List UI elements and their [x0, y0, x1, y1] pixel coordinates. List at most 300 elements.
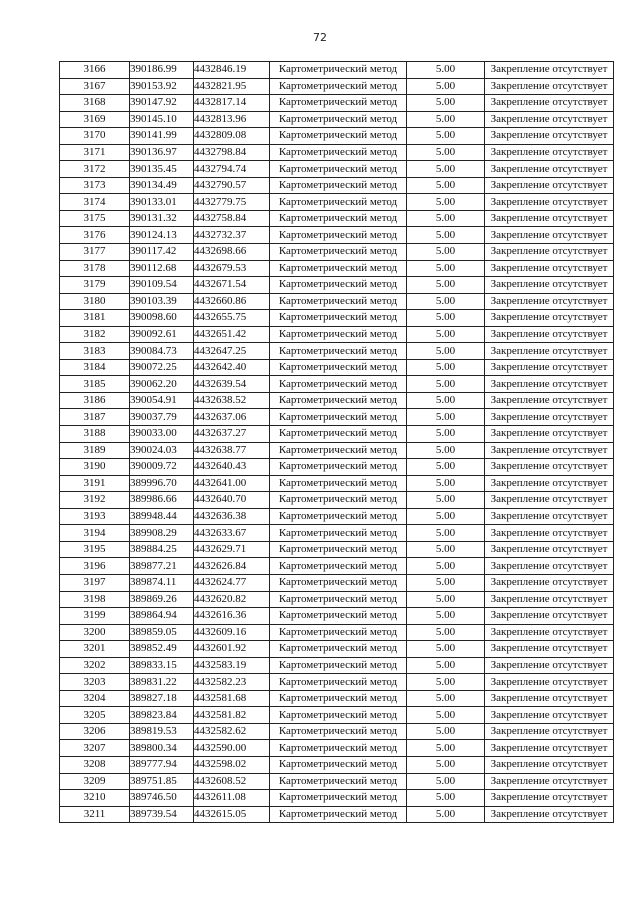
- method-cell: Картометрический метод: [270, 508, 407, 525]
- method-cell: Картометрический метод: [270, 62, 407, 79]
- y-coordinate-cell: 4432817.14: [194, 95, 270, 112]
- accuracy-cell: 5.00: [407, 277, 485, 294]
- method-cell: Картометрический метод: [270, 707, 407, 724]
- x-coordinate-cell: 389739.54: [130, 806, 194, 823]
- y-coordinate-cell: 4432655.75: [194, 310, 270, 327]
- accuracy-cell: 5.00: [407, 359, 485, 376]
- fixation-cell: Закрепление отсутствует: [485, 144, 614, 161]
- accuracy-cell: 5.00: [407, 475, 485, 492]
- accuracy-cell: 5.00: [407, 492, 485, 509]
- method-cell: Картометрический метод: [270, 359, 407, 376]
- accuracy-cell: 5.00: [407, 161, 485, 178]
- accuracy-cell: 5.00: [407, 409, 485, 426]
- method-cell: Картометрический метод: [270, 78, 407, 95]
- point-number-cell: 3190: [60, 459, 130, 476]
- table-row: [60, 227, 614, 244]
- x-coordinate-cell: 389819.53: [130, 723, 194, 740]
- x-coordinate-cell: 390124.13: [130, 227, 194, 244]
- method-cell: Картометрический метод: [270, 723, 407, 740]
- fixation-cell: Закрепление отсутствует: [485, 194, 614, 211]
- y-coordinate-cell: 4432732.37: [194, 227, 270, 244]
- accuracy-cell: 5.00: [407, 144, 485, 161]
- fixation-cell: Закрепление отсутствует: [485, 409, 614, 426]
- fixation-cell: Закрепление отсутствует: [485, 674, 614, 691]
- point-number-cell: 3173: [60, 177, 130, 194]
- y-coordinate-cell: 4432620.82: [194, 591, 270, 608]
- table-row: [60, 525, 614, 542]
- point-number-cell: 3201: [60, 641, 130, 658]
- point-number-cell: 3189: [60, 442, 130, 459]
- table-row: [60, 343, 614, 360]
- y-coordinate-cell: 4432651.42: [194, 326, 270, 343]
- accuracy-cell: 5.00: [407, 442, 485, 459]
- fixation-cell: Закрепление отсутствует: [485, 723, 614, 740]
- accuracy-cell: 5.00: [407, 227, 485, 244]
- accuracy-cell: 5.00: [407, 756, 485, 773]
- y-coordinate-cell: 4432601.92: [194, 641, 270, 658]
- accuracy-cell: 5.00: [407, 624, 485, 641]
- y-coordinate-cell: 4432647.25: [194, 343, 270, 360]
- y-coordinate-cell: 4432641.00: [194, 475, 270, 492]
- fixation-cell: Закрепление отсутствует: [485, 62, 614, 79]
- accuracy-cell: 5.00: [407, 707, 485, 724]
- table-row: [60, 723, 614, 740]
- y-coordinate-cell: 4432698.66: [194, 244, 270, 261]
- method-cell: Картометрический метод: [270, 310, 407, 327]
- y-coordinate-cell: 4432636.38: [194, 508, 270, 525]
- point-number-cell: 3209: [60, 773, 130, 790]
- fixation-cell: Закрепление отсутствует: [485, 78, 614, 95]
- method-cell: Картометрический метод: [270, 492, 407, 509]
- fixation-cell: Закрепление отсутствует: [485, 227, 614, 244]
- point-number-cell: 3211: [60, 806, 130, 823]
- table-row: [60, 558, 614, 575]
- table-row: [60, 641, 614, 658]
- y-coordinate-cell: 4432626.84: [194, 558, 270, 575]
- table-row: [60, 442, 614, 459]
- fixation-cell: Закрепление отсутствует: [485, 310, 614, 327]
- table-row: [60, 624, 614, 641]
- point-number-cell: 3205: [60, 707, 130, 724]
- table-row: [60, 210, 614, 227]
- method-cell: Картометрический метод: [270, 227, 407, 244]
- point-number-cell: 3166: [60, 62, 130, 79]
- table-row: [60, 608, 614, 625]
- x-coordinate-cell: 389877.21: [130, 558, 194, 575]
- x-coordinate-cell: 390103.39: [130, 293, 194, 310]
- table-row: [60, 244, 614, 261]
- point-number-cell: 3186: [60, 392, 130, 409]
- method-cell: Картометрический метод: [270, 459, 407, 476]
- y-coordinate-cell: 4432615.05: [194, 806, 270, 823]
- point-number-cell: 3210: [60, 790, 130, 807]
- page-number: 72: [313, 31, 327, 44]
- x-coordinate-cell: 390009.72: [130, 459, 194, 476]
- accuracy-cell: 5.00: [407, 459, 485, 476]
- x-coordinate-cell: 389833.15: [130, 657, 194, 674]
- method-cell: Картометрический метод: [270, 111, 407, 128]
- method-cell: Картометрический метод: [270, 756, 407, 773]
- accuracy-cell: 5.00: [407, 674, 485, 691]
- y-coordinate-cell: 4432671.54: [194, 277, 270, 294]
- method-cell: Картометрический метод: [270, 690, 407, 707]
- method-cell: Картометрический метод: [270, 574, 407, 591]
- accuracy-cell: 5.00: [407, 591, 485, 608]
- x-coordinate-cell: 390133.01: [130, 194, 194, 211]
- fixation-cell: Закрепление отсутствует: [485, 111, 614, 128]
- point-number-cell: 3183: [60, 343, 130, 360]
- method-cell: Картометрический метод: [270, 541, 407, 558]
- fixation-cell: Закрепление отсутствует: [485, 525, 614, 542]
- x-coordinate-cell: 389777.94: [130, 756, 194, 773]
- accuracy-cell: 5.00: [407, 78, 485, 95]
- x-coordinate-cell: 390117.42: [130, 244, 194, 261]
- method-cell: Картометрический метод: [270, 210, 407, 227]
- fixation-cell: Закрепление отсутствует: [485, 343, 614, 360]
- method-cell: Картометрический метод: [270, 641, 407, 658]
- y-coordinate-cell: 4432583.19: [194, 657, 270, 674]
- x-coordinate-cell: 390092.61: [130, 326, 194, 343]
- table-row: [60, 161, 614, 178]
- fixation-cell: Закрепление отсутствует: [485, 161, 614, 178]
- fixation-cell: Закрепление отсутствует: [485, 790, 614, 807]
- point-number-cell: 3176: [60, 227, 130, 244]
- x-coordinate-cell: 389746.50: [130, 790, 194, 807]
- table-row: [60, 392, 614, 409]
- fixation-cell: Закрепление отсутствует: [485, 591, 614, 608]
- table-row: [60, 459, 614, 476]
- method-cell: Картометрический метод: [270, 773, 407, 790]
- y-coordinate-cell: 4432794.74: [194, 161, 270, 178]
- fixation-cell: Закрепление отсутствует: [485, 326, 614, 343]
- x-coordinate-cell: 390135.45: [130, 161, 194, 178]
- y-coordinate-cell: 4432798.84: [194, 144, 270, 161]
- accuracy-cell: 5.00: [407, 773, 485, 790]
- x-coordinate-cell: 390098.60: [130, 310, 194, 327]
- method-cell: Картометрический метод: [270, 591, 407, 608]
- fixation-cell: Закрепление отсутствует: [485, 558, 614, 575]
- table-row: [60, 475, 614, 492]
- y-coordinate-cell: 4432779.75: [194, 194, 270, 211]
- accuracy-cell: 5.00: [407, 525, 485, 542]
- y-coordinate-cell: 4432624.77: [194, 574, 270, 591]
- accuracy-cell: 5.00: [407, 210, 485, 227]
- method-cell: Картометрический метод: [270, 740, 407, 757]
- accuracy-cell: 5.00: [407, 177, 485, 194]
- x-coordinate-cell: 390054.91: [130, 392, 194, 409]
- y-coordinate-cell: 4432611.08: [194, 790, 270, 807]
- table-row: [60, 591, 614, 608]
- coordinates-table-body: [60, 62, 614, 823]
- method-cell: Картометрический метод: [270, 674, 407, 691]
- point-number-cell: 3196: [60, 558, 130, 575]
- accuracy-cell: 5.00: [407, 343, 485, 360]
- y-coordinate-cell: 4432846.19: [194, 62, 270, 79]
- table-row: [60, 376, 614, 393]
- y-coordinate-cell: 4432637.27: [194, 426, 270, 443]
- table-row: [60, 277, 614, 294]
- method-cell: Картометрический метод: [270, 608, 407, 625]
- y-coordinate-cell: 4432638.77: [194, 442, 270, 459]
- accuracy-cell: 5.00: [407, 194, 485, 211]
- x-coordinate-cell: 390134.49: [130, 177, 194, 194]
- fixation-cell: Закрепление отсутствует: [485, 359, 614, 376]
- y-coordinate-cell: 4432639.54: [194, 376, 270, 393]
- point-number-cell: 3194: [60, 525, 130, 542]
- table-row: [60, 326, 614, 343]
- x-coordinate-cell: 389884.25: [130, 541, 194, 558]
- x-coordinate-cell: 389874.11: [130, 574, 194, 591]
- point-number-cell: 3171: [60, 144, 130, 161]
- y-coordinate-cell: 4432758.84: [194, 210, 270, 227]
- point-number-cell: 3174: [60, 194, 130, 211]
- fixation-cell: Закрепление отсутствует: [485, 244, 614, 261]
- x-coordinate-cell: 389908.29: [130, 525, 194, 542]
- y-coordinate-cell: 4432640.43: [194, 459, 270, 476]
- method-cell: Картометрический метод: [270, 392, 407, 409]
- accuracy-cell: 5.00: [407, 558, 485, 575]
- x-coordinate-cell: 390141.99: [130, 128, 194, 145]
- accuracy-cell: 5.00: [407, 260, 485, 277]
- fixation-cell: Закрепление отсутствует: [485, 641, 614, 658]
- method-cell: Картометрический метод: [270, 426, 407, 443]
- x-coordinate-cell: 389751.85: [130, 773, 194, 790]
- point-number-cell: 3197: [60, 574, 130, 591]
- fixation-cell: Закрепление отсутствует: [485, 392, 614, 409]
- point-number-cell: 3199: [60, 608, 130, 625]
- accuracy-cell: 5.00: [407, 541, 485, 558]
- table-row: [60, 78, 614, 95]
- point-number-cell: 3198: [60, 591, 130, 608]
- table-row: [60, 194, 614, 211]
- x-coordinate-cell: 389827.18: [130, 690, 194, 707]
- fixation-cell: Закрепление отсутствует: [485, 277, 614, 294]
- y-coordinate-cell: 4432809.08: [194, 128, 270, 145]
- point-number-cell: 3180: [60, 293, 130, 310]
- y-coordinate-cell: 4432582.62: [194, 723, 270, 740]
- table-row: [60, 144, 614, 161]
- fixation-cell: Закрепление отсутствует: [485, 508, 614, 525]
- point-number-cell: 3179: [60, 277, 130, 294]
- accuracy-cell: 5.00: [407, 740, 485, 757]
- accuracy-cell: 5.00: [407, 690, 485, 707]
- accuracy-cell: 5.00: [407, 574, 485, 591]
- table-row: [60, 674, 614, 691]
- x-coordinate-cell: 390024.03: [130, 442, 194, 459]
- y-coordinate-cell: 4432637.06: [194, 409, 270, 426]
- x-coordinate-cell: 390072.25: [130, 359, 194, 376]
- fixation-cell: Закрепление отсутствует: [485, 260, 614, 277]
- point-number-cell: 3207: [60, 740, 130, 757]
- x-coordinate-cell: 389831.22: [130, 674, 194, 691]
- y-coordinate-cell: 4432582.23: [194, 674, 270, 691]
- fixation-cell: Закрепление отсутствует: [485, 740, 614, 757]
- accuracy-cell: 5.00: [407, 111, 485, 128]
- x-coordinate-cell: 390037.79: [130, 409, 194, 426]
- x-coordinate-cell: 390186.99: [130, 62, 194, 79]
- table-row: [60, 657, 614, 674]
- method-cell: Картометрический метод: [270, 343, 407, 360]
- method-cell: Картометрический метод: [270, 244, 407, 261]
- x-coordinate-cell: 390136.97: [130, 144, 194, 161]
- x-coordinate-cell: 389864.94: [130, 608, 194, 625]
- y-coordinate-cell: 4432638.52: [194, 392, 270, 409]
- method-cell: Картометрический метод: [270, 277, 407, 294]
- fixation-cell: Закрепление отсутствует: [485, 376, 614, 393]
- point-number-cell: 3202: [60, 657, 130, 674]
- accuracy-cell: 5.00: [407, 657, 485, 674]
- fixation-cell: Закрепление отсутствует: [485, 806, 614, 823]
- table-row: [60, 790, 614, 807]
- accuracy-cell: 5.00: [407, 128, 485, 145]
- accuracy-cell: 5.00: [407, 293, 485, 310]
- table-row: [60, 740, 614, 757]
- fixation-cell: Закрепление отсутствует: [485, 210, 614, 227]
- accuracy-cell: 5.00: [407, 790, 485, 807]
- point-number-cell: 3170: [60, 128, 130, 145]
- x-coordinate-cell: 389869.26: [130, 591, 194, 608]
- y-coordinate-cell: 4432640.70: [194, 492, 270, 509]
- method-cell: Картометрический метод: [270, 806, 407, 823]
- table-row: [60, 409, 614, 426]
- y-coordinate-cell: 4432598.02: [194, 756, 270, 773]
- y-coordinate-cell: 4432629.71: [194, 541, 270, 558]
- point-number-cell: 3184: [60, 359, 130, 376]
- y-coordinate-cell: 4432679.53: [194, 260, 270, 277]
- fixation-cell: Закрепление отсутствует: [485, 608, 614, 625]
- method-cell: Картометрический метод: [270, 475, 407, 492]
- point-number-cell: 3175: [60, 210, 130, 227]
- point-number-cell: 3204: [60, 690, 130, 707]
- accuracy-cell: 5.00: [407, 95, 485, 112]
- accuracy-cell: 5.00: [407, 508, 485, 525]
- point-number-cell: 3206: [60, 723, 130, 740]
- method-cell: Картометрический метод: [270, 558, 407, 575]
- x-coordinate-cell: 390131.32: [130, 210, 194, 227]
- x-coordinate-cell: 390109.54: [130, 277, 194, 294]
- table-row: [60, 293, 614, 310]
- method-cell: Картометрический метод: [270, 128, 407, 145]
- method-cell: Картометрический метод: [270, 624, 407, 641]
- fixation-cell: Закрепление отсутствует: [485, 475, 614, 492]
- method-cell: Картометрический метод: [270, 293, 407, 310]
- method-cell: Картометрический метод: [270, 376, 407, 393]
- method-cell: Картометрический метод: [270, 95, 407, 112]
- table-row: [60, 707, 614, 724]
- method-cell: Картометрический метод: [270, 525, 407, 542]
- x-coordinate-cell: 389800.34: [130, 740, 194, 757]
- accuracy-cell: 5.00: [407, 641, 485, 658]
- x-coordinate-cell: 390062.20: [130, 376, 194, 393]
- point-number-cell: 3203: [60, 674, 130, 691]
- table-row: [60, 541, 614, 558]
- fixation-cell: Закрепление отсутствует: [485, 657, 614, 674]
- fixation-cell: Закрепление отсутствует: [485, 624, 614, 641]
- y-coordinate-cell: 4432790.57: [194, 177, 270, 194]
- table-row: [60, 95, 614, 112]
- point-number-cell: 3187: [60, 409, 130, 426]
- fixation-cell: Закрепление отсутствует: [485, 128, 614, 145]
- accuracy-cell: 5.00: [407, 62, 485, 79]
- y-coordinate-cell: 4432821.95: [194, 78, 270, 95]
- point-number-cell: 3172: [60, 161, 130, 178]
- point-number-cell: 3169: [60, 111, 130, 128]
- fixation-cell: Закрепление отсутствует: [485, 574, 614, 591]
- method-cell: Картометрический метод: [270, 657, 407, 674]
- point-number-cell: 3193: [60, 508, 130, 525]
- x-coordinate-cell: 390084.73: [130, 343, 194, 360]
- x-coordinate-cell: 389852.49: [130, 641, 194, 658]
- point-number-cell: 3177: [60, 244, 130, 261]
- table-row: [60, 426, 614, 443]
- y-coordinate-cell: 4432813.96: [194, 111, 270, 128]
- method-cell: Картометрический метод: [270, 409, 407, 426]
- accuracy-cell: 5.00: [407, 244, 485, 261]
- y-coordinate-cell: 4432608.52: [194, 773, 270, 790]
- x-coordinate-cell: 390153.92: [130, 78, 194, 95]
- point-number-cell: 3191: [60, 475, 130, 492]
- method-cell: Картометрический метод: [270, 194, 407, 211]
- x-coordinate-cell: 390147.92: [130, 95, 194, 112]
- y-coordinate-cell: 4432660.86: [194, 293, 270, 310]
- x-coordinate-cell: 389948.44: [130, 508, 194, 525]
- accuracy-cell: 5.00: [407, 326, 485, 343]
- method-cell: Картометрический метод: [270, 326, 407, 343]
- point-number-cell: 3167: [60, 78, 130, 95]
- x-coordinate-cell: 389823.84: [130, 707, 194, 724]
- fixation-cell: Закрепление отсутствует: [485, 293, 614, 310]
- point-number-cell: 3178: [60, 260, 130, 277]
- fixation-cell: Закрепление отсутствует: [485, 756, 614, 773]
- y-coordinate-cell: 4432616.36: [194, 608, 270, 625]
- table-row: [60, 62, 614, 79]
- point-number-cell: 3208: [60, 756, 130, 773]
- x-coordinate-cell: 389859.05: [130, 624, 194, 641]
- point-number-cell: 3188: [60, 426, 130, 443]
- table-row: [60, 310, 614, 327]
- fixation-cell: Закрепление отсутствует: [485, 177, 614, 194]
- y-coordinate-cell: 4432581.82: [194, 707, 270, 724]
- accuracy-cell: 5.00: [407, 392, 485, 409]
- fixation-cell: Закрепление отсутствует: [485, 492, 614, 509]
- accuracy-cell: 5.00: [407, 426, 485, 443]
- point-number-cell: 3185: [60, 376, 130, 393]
- fixation-cell: Закрепление отсутствует: [485, 541, 614, 558]
- y-coordinate-cell: 4432642.40: [194, 359, 270, 376]
- accuracy-cell: 5.00: [407, 723, 485, 740]
- fixation-cell: Закрепление отсутствует: [485, 459, 614, 476]
- x-coordinate-cell: 389996.70: [130, 475, 194, 492]
- method-cell: Картометрический метод: [270, 161, 407, 178]
- accuracy-cell: 5.00: [407, 310, 485, 327]
- point-number-cell: 3182: [60, 326, 130, 343]
- point-number-cell: 3181: [60, 310, 130, 327]
- table-row: [60, 690, 614, 707]
- fixation-cell: Закрепление отсутствует: [485, 442, 614, 459]
- coordinates-table: [59, 61, 614, 823]
- accuracy-cell: 5.00: [407, 806, 485, 823]
- fixation-cell: Закрепление отсутствует: [485, 773, 614, 790]
- x-coordinate-cell: 390112.68: [130, 260, 194, 277]
- accuracy-cell: 5.00: [407, 376, 485, 393]
- point-number-cell: 3200: [60, 624, 130, 641]
- x-coordinate-cell: 389986.66: [130, 492, 194, 509]
- point-number-cell: 3192: [60, 492, 130, 509]
- fixation-cell: Закрепление отсутствует: [485, 426, 614, 443]
- x-coordinate-cell: 390145.10: [130, 111, 194, 128]
- table-row: [60, 492, 614, 509]
- method-cell: Картометрический метод: [270, 790, 407, 807]
